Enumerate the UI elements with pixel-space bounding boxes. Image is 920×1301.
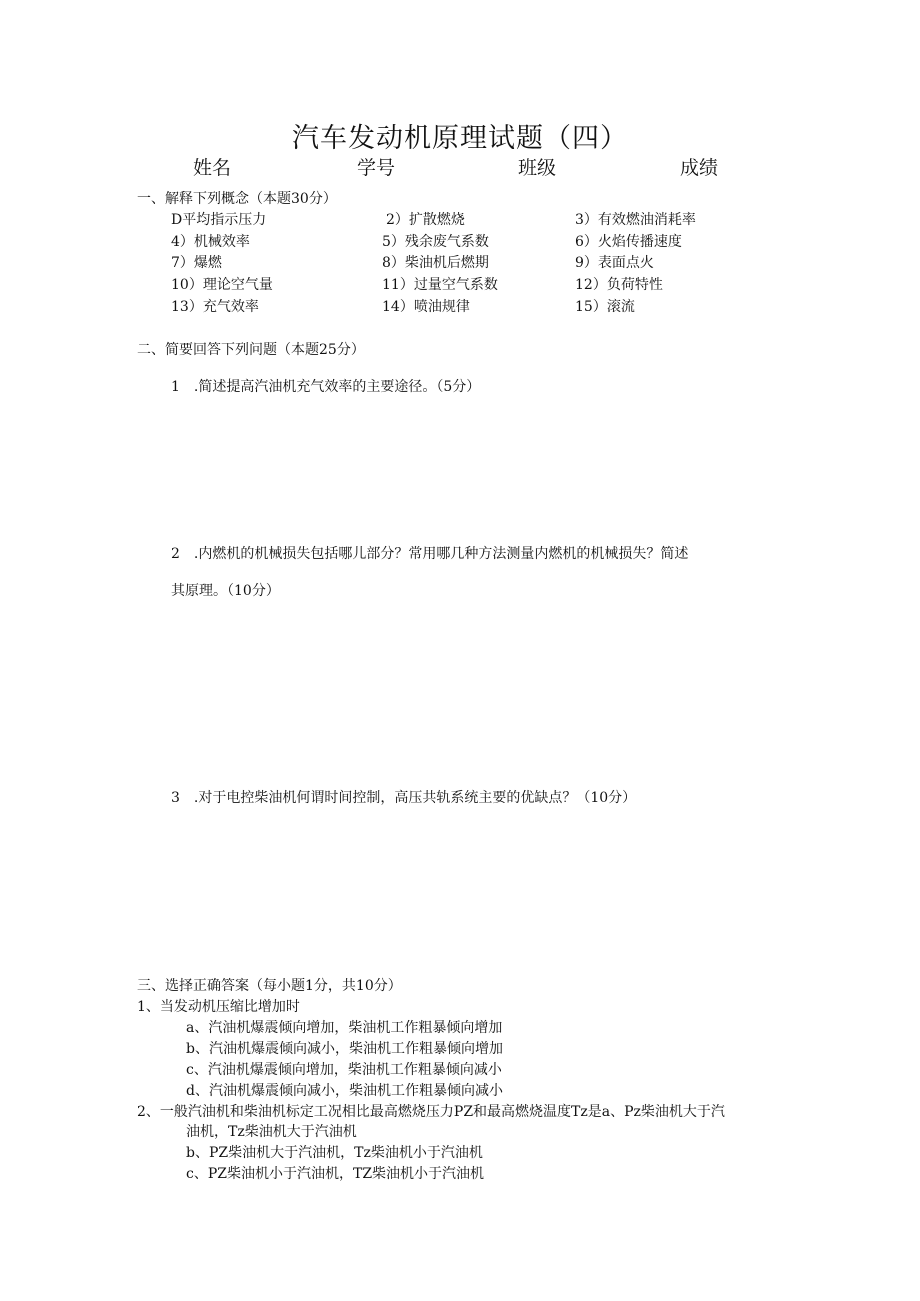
question-2-1: 1 .简述提高汽油机充气效率的主要途径。（5分） xyxy=(171,379,481,395)
term-item: 14）喷油规律 xyxy=(382,299,470,315)
mc-option: b、汽油机爆震倾向减小，柴油机工作粗暴倾向增加 xyxy=(186,1041,503,1057)
term-item: 10）理论空气量 xyxy=(171,277,273,293)
term-item: D平均指示压力 xyxy=(171,212,267,228)
name-field-label: 姓名 xyxy=(193,157,232,179)
question-2-3: 3 .对于电控柴油机何谓时间控制，高压共轨系统主要的优缺点？（10分） xyxy=(171,790,637,806)
mc-option: c、PZ柴油机小于汽油机，TZ柴油机小于汽油机 xyxy=(186,1166,485,1182)
section2-heading: 二、简要回答下列问题（本题25分） xyxy=(137,342,365,358)
term-item: 6）火焰传播速度 xyxy=(575,234,682,250)
term-item: 9）表面点火 xyxy=(575,255,654,271)
mc-question-stem-continued: 油机，Tz柴油机大于汽油机 xyxy=(186,1124,357,1140)
question-2-2-continued: 其原理。（10分） xyxy=(171,583,280,599)
term-item: 2）扩散燃烧 xyxy=(386,212,465,228)
section1-heading: 一、解释下列概念（本题30分） xyxy=(137,191,337,207)
student-id-field-label: 学号 xyxy=(357,157,396,179)
mc-option: d、汽油机爆震倾向减小，柴油机工作粗暴倾向减小 xyxy=(186,1083,503,1099)
mc-option: b、PZ柴油机大于汽油机，Tz柴油机小于汽油机 xyxy=(186,1145,483,1161)
term-item: 8）柴油机后燃期 xyxy=(382,255,489,271)
term-item: 3）有效燃油消耗率 xyxy=(575,212,696,228)
mc-option: a、汽油机爆震倾向增加，柴油机工作粗暴倾向增加 xyxy=(186,1020,503,1036)
mc-option: c、汽油机爆震倾向增加，柴油机工作粗暴倾向减小 xyxy=(186,1062,502,1078)
term-item: 13）充气效率 xyxy=(171,299,259,315)
mc-question-stem: 1、当发动机压缩比增加时 xyxy=(137,999,300,1015)
term-item: 5）残余废气系数 xyxy=(382,234,489,250)
class-field-label: 班级 xyxy=(518,157,557,179)
page-title: 汽车发动机原理试题（四） xyxy=(292,123,628,154)
score-field-label: 成绩 xyxy=(680,157,719,179)
term-item: 12）负荷特性 xyxy=(575,277,663,293)
term-item: 7）爆燃 xyxy=(171,255,222,271)
term-item: 4）机械效率 xyxy=(171,234,250,250)
term-item: 15）滚流 xyxy=(575,299,635,315)
term-item: 11）过量空气系数 xyxy=(382,277,498,293)
question-2-2: 2 .内燃机的机械损失包括哪儿部分？常用哪几种方法测量内燃机的机械损失？简述 xyxy=(171,546,689,562)
section3-heading: 三、选择正确答案（每小题1分，共10分） xyxy=(137,978,402,994)
mc-question-stem: 2、一般汽油机和柴油机标定工况相比最高燃烧压力PZ和最高燃烧温度Tz是a、Pz柴油机大于汽 xyxy=(137,1104,725,1120)
